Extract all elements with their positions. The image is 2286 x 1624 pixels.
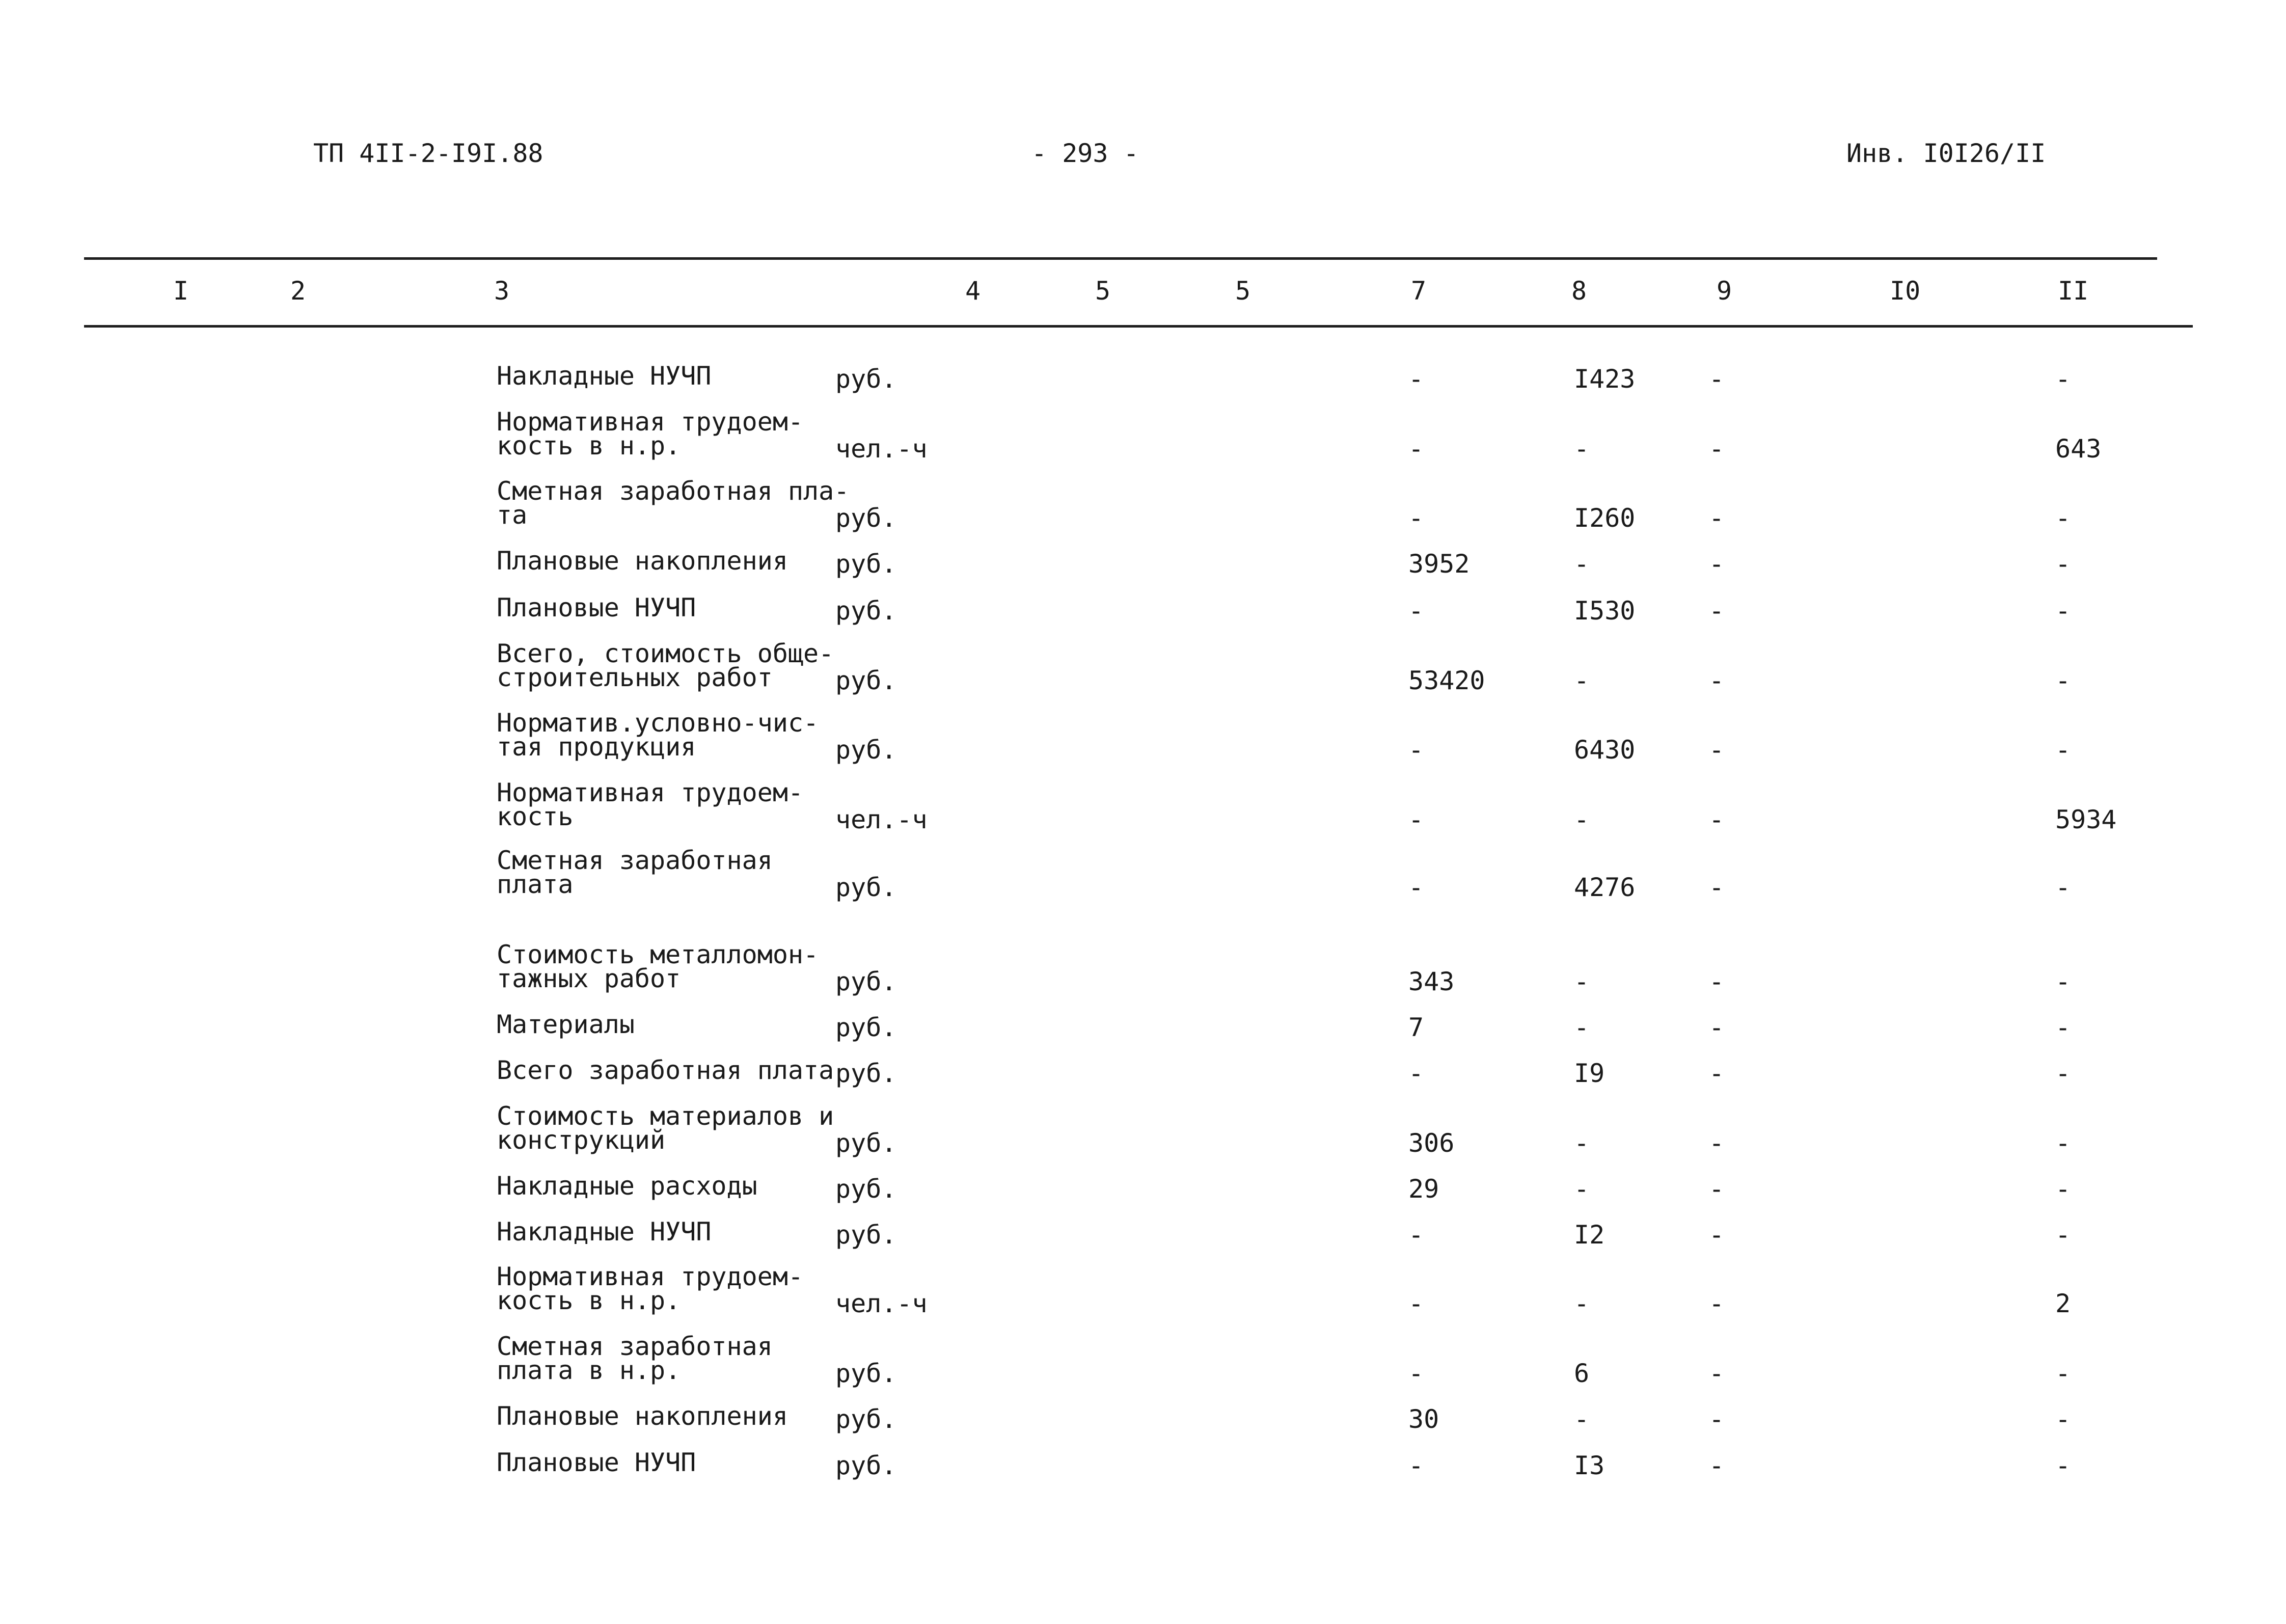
- row-value-col-9: -: [1709, 1289, 1725, 1318]
- row-name: Стоимость металломон- тажных работ: [497, 940, 819, 993]
- row-value-col-9: -: [1709, 364, 1725, 394]
- row-value-col-9: -: [1709, 1220, 1725, 1250]
- row-name: Накладные расходы: [497, 1171, 757, 1201]
- row-value-col-9: -: [1709, 1128, 1725, 1158]
- row-value-col-7: 30: [1408, 1404, 1439, 1434]
- row-value-col-9: -: [1709, 666, 1725, 695]
- row-name: Накладные НУЧП: [497, 1217, 712, 1247]
- row-value-col-9: -: [1709, 596, 1725, 626]
- row-value-col-11: -: [2055, 1451, 2071, 1480]
- row-value-col-11: -: [2055, 735, 2071, 765]
- row-value-col-11: -: [2055, 666, 2071, 695]
- row-name: Всего, стоимость обще- строительных работ: [497, 639, 834, 692]
- row-value-col-9: -: [1709, 805, 1725, 834]
- row-value-col-9: -: [1709, 1013, 1725, 1042]
- row-value-col-9: -: [1709, 434, 1725, 464]
- row-value-col-9: -: [1709, 1404, 1725, 1434]
- row-value-col-8: -: [1574, 666, 1590, 695]
- row-value-col-7: -: [1408, 1359, 1424, 1388]
- row-unit: руб.: [835, 364, 897, 394]
- row-unit: руб.: [835, 1174, 897, 1204]
- row-unit: руб.: [835, 1359, 897, 1388]
- row-value-col-7: -: [1408, 503, 1424, 533]
- row-value-col-7: -: [1408, 805, 1424, 834]
- row-value-col-8: -: [1574, 1404, 1590, 1434]
- row-value-col-8: -: [1574, 1013, 1590, 1042]
- row-value-col-7: 3952: [1408, 549, 1470, 579]
- row-name: Нормативная трудоем- кость в н.р.: [497, 1262, 804, 1315]
- row-unit: руб.: [835, 1451, 897, 1480]
- row-unit: руб.: [835, 735, 897, 765]
- row-value-col-7: 7: [1408, 1013, 1424, 1042]
- row-value-col-8: -: [1574, 549, 1590, 579]
- row-value-col-7: 306: [1408, 1128, 1455, 1158]
- row-value-col-11: -: [2055, 1059, 2071, 1088]
- row-unit: руб.: [835, 1059, 897, 1088]
- row-unit: руб.: [835, 1404, 897, 1434]
- row-value-col-11: -: [2055, 967, 2071, 996]
- row-name: Норматив.условно-чис- тая продукция: [497, 708, 819, 762]
- row-value-col-11: 2: [2055, 1289, 2071, 1318]
- row-name: Материалы: [497, 1010, 635, 1039]
- row-value-col-7: -: [1408, 596, 1424, 626]
- row-unit: руб.: [835, 873, 897, 902]
- row-name: Накладные НУЧП: [497, 361, 712, 391]
- row-name: Сметная заработная плата: [497, 846, 773, 899]
- column-number-10: I0: [1890, 276, 1921, 306]
- column-number-3: 3: [494, 276, 510, 306]
- row-value-col-8: 6: [1574, 1359, 1590, 1388]
- row-value-col-9: -: [1709, 1174, 1725, 1204]
- row-value-col-7: -: [1408, 434, 1424, 464]
- inventory-number: Инв. I0I26/II: [1846, 139, 2046, 168]
- row-value-col-8: I260: [1574, 503, 1636, 533]
- row-name: Плановые накопления: [497, 1401, 788, 1431]
- row-value-col-7: 29: [1408, 1174, 1439, 1204]
- column-number-9: 9: [1717, 276, 1732, 306]
- page-number: - 293 -: [1031, 139, 1139, 168]
- document-code: ТП 4II-2-I9I.88: [313, 139, 543, 168]
- row-unit: чел.-ч: [835, 805, 928, 834]
- row-value-col-11: 5934: [2055, 805, 2117, 834]
- row-value-col-8: I9: [1574, 1059, 1605, 1088]
- row-value-col-7: -: [1408, 364, 1424, 394]
- row-value-col-9: -: [1709, 1451, 1725, 1480]
- row-value-col-11: -: [2055, 549, 2071, 579]
- row-value-col-7: -: [1408, 1451, 1424, 1480]
- row-value-col-8: I2: [1574, 1220, 1605, 1250]
- row-value-col-7: 53420: [1408, 666, 1485, 695]
- row-value-col-9: -: [1709, 735, 1725, 765]
- row-unit: руб.: [835, 1128, 897, 1158]
- row-value-col-7: -: [1408, 735, 1424, 765]
- row-value-col-8: -: [1574, 967, 1590, 996]
- row-value-col-11: -: [2055, 503, 2071, 533]
- row-name: Нормативная трудоем- кость: [497, 778, 804, 831]
- row-name: Нормативная трудоем- кость в н.р.: [497, 407, 804, 461]
- row-unit: руб.: [835, 503, 897, 533]
- row-value-col-11: -: [2055, 873, 2071, 902]
- row-value-col-9: -: [1709, 503, 1725, 533]
- row-value-col-8: 6430: [1574, 735, 1636, 765]
- row-unit: руб.: [835, 1220, 897, 1250]
- row-value-col-11: -: [2055, 1128, 2071, 1158]
- row-unit: руб.: [835, 967, 897, 996]
- row-value-col-7: -: [1408, 873, 1424, 902]
- row-value-col-8: -: [1574, 805, 1590, 834]
- column-number-11: II: [2058, 276, 2089, 306]
- column-number-5: 5: [1095, 276, 1111, 306]
- row-name: Плановые НУЧП: [497, 593, 696, 622]
- row-name: Плановые накопления: [497, 546, 788, 576]
- row-unit: чел.-ч: [835, 434, 928, 464]
- row-value-col-8: -: [1574, 1128, 1590, 1158]
- table-top-rule: [84, 257, 2157, 260]
- row-unit: руб.: [835, 666, 897, 695]
- row-value-col-8: -: [1574, 1289, 1590, 1318]
- row-value-col-9: -: [1709, 1359, 1725, 1388]
- row-name: Плановые НУЧП: [497, 1448, 696, 1477]
- row-value-col-9: -: [1709, 967, 1725, 996]
- column-number-4: 4: [965, 276, 981, 306]
- row-name: Стоимость материалов и конструкций: [497, 1101, 834, 1155]
- row-value-col-8: I423: [1574, 364, 1636, 394]
- column-number-6: 5: [1235, 276, 1251, 306]
- row-value-col-11: -: [2055, 596, 2071, 626]
- row-value-col-9: -: [1709, 549, 1725, 579]
- row-value-col-8: I3: [1574, 1451, 1605, 1480]
- row-value-col-11: -: [2055, 1220, 2071, 1250]
- column-number-1: I: [173, 276, 189, 306]
- column-number-2: 2: [290, 276, 306, 306]
- row-unit: руб.: [835, 549, 897, 579]
- row-name: Сметная заработная пла- та: [497, 476, 850, 530]
- row-value-col-9: -: [1709, 1059, 1725, 1088]
- row-value-col-7: -: [1408, 1289, 1424, 1318]
- row-value-col-8: 4276: [1574, 873, 1636, 902]
- row-value-col-11: -: [2055, 1359, 2071, 1388]
- row-value-col-9: -: [1709, 873, 1725, 902]
- row-unit: чел.-ч: [835, 1289, 928, 1318]
- row-unit: руб.: [835, 596, 897, 626]
- column-number-8: 8: [1571, 276, 1587, 306]
- row-value-col-7: 343: [1408, 967, 1455, 996]
- row-value-col-8: -: [1574, 1174, 1590, 1204]
- row-unit: руб.: [835, 1013, 897, 1042]
- row-value-col-8: -: [1574, 434, 1590, 464]
- row-value-col-7: -: [1408, 1059, 1424, 1088]
- table-header-bottom-rule: [84, 325, 2193, 328]
- row-value-col-11: -: [2055, 1174, 2071, 1204]
- row-name: Сметная заработная плата в н.р.: [497, 1332, 773, 1385]
- column-number-7: 7: [1411, 276, 1427, 306]
- row-value-col-11: 643: [2055, 434, 2102, 464]
- row-value-col-8: I530: [1574, 596, 1636, 626]
- row-value-col-7: -: [1408, 1220, 1424, 1250]
- row-value-col-11: -: [2055, 1404, 2071, 1434]
- row-name: Всего заработная плата: [497, 1055, 834, 1085]
- row-value-col-11: -: [2055, 364, 2071, 394]
- row-value-col-11: -: [2055, 1013, 2071, 1042]
